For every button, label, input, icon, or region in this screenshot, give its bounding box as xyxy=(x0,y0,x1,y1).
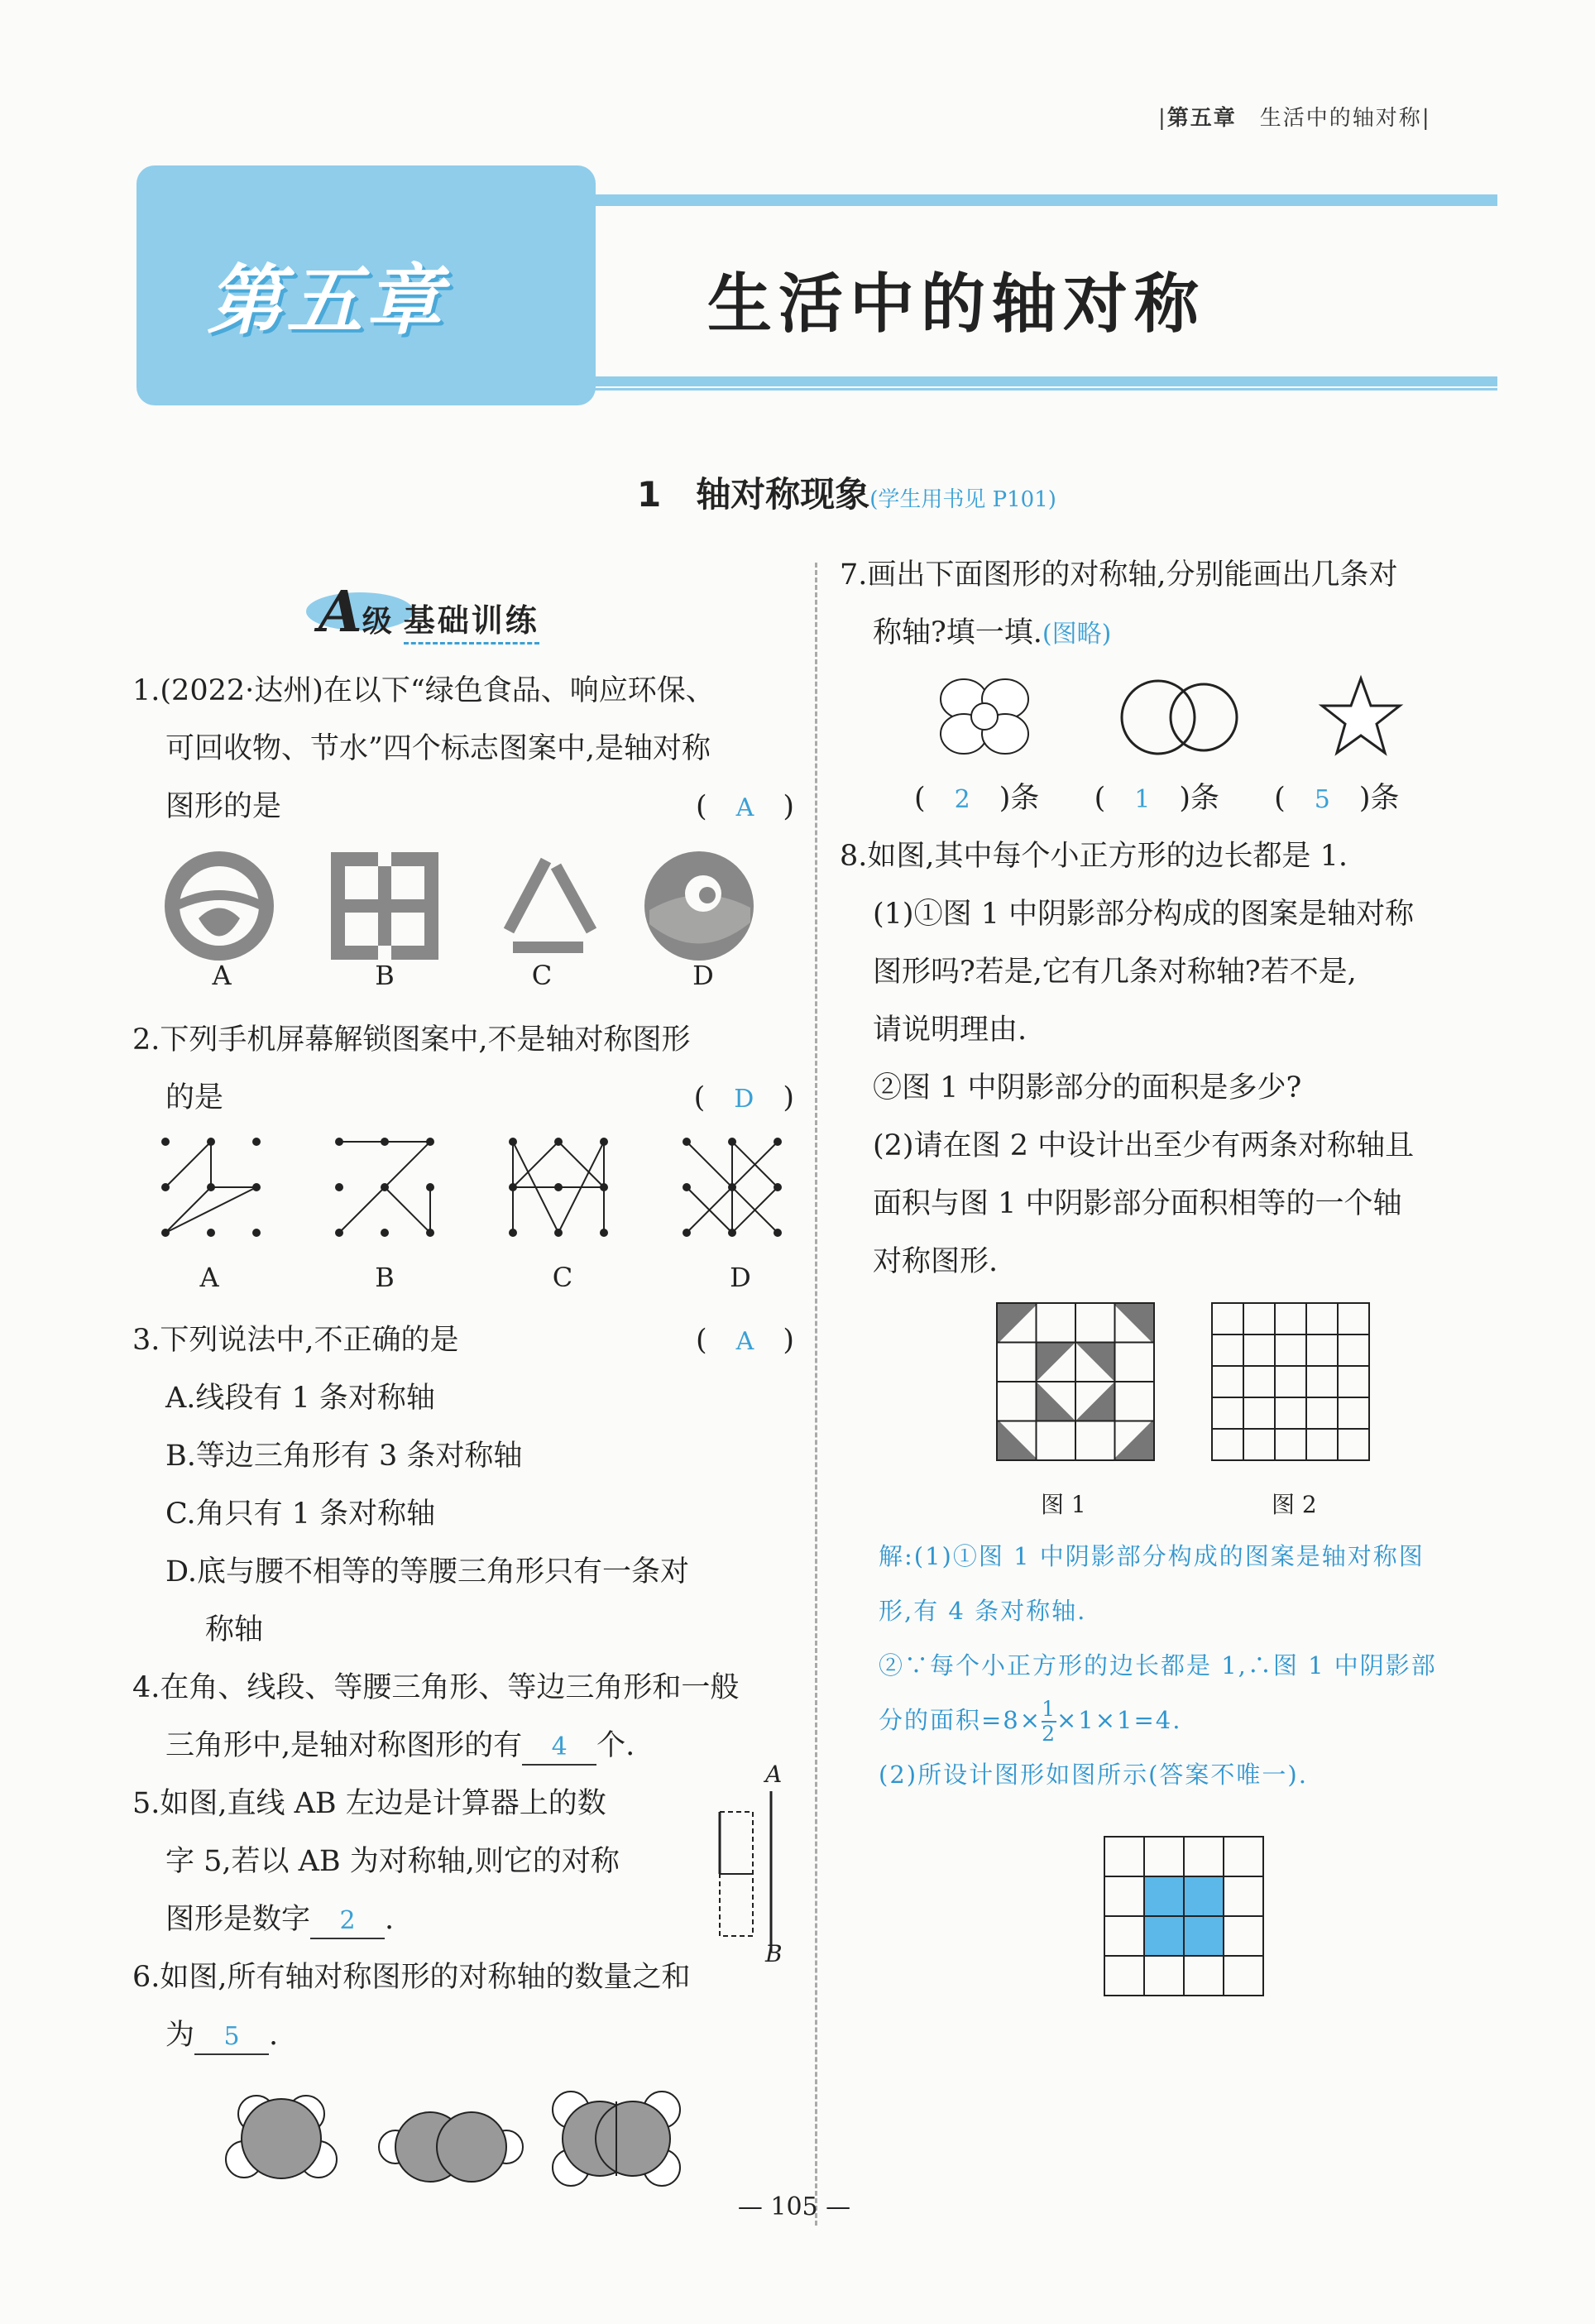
q5-label-a: A xyxy=(765,1761,783,1788)
q1-label-b: B xyxy=(375,960,395,991)
logo-a-icon xyxy=(165,851,274,961)
banner-bar-top xyxy=(542,194,1497,206)
question-2 xyxy=(132,1011,794,1127)
q2-label-c: C xyxy=(552,1262,573,1293)
question-5 xyxy=(132,1775,711,1948)
q7-note: (图略) xyxy=(1042,620,1112,649)
q6-answer: 5 xyxy=(194,2020,269,2055)
q3-answer: A xyxy=(735,1327,754,1356)
header-topic: 生活中的轴对称 xyxy=(1259,106,1422,131)
level-title: 基础训练 xyxy=(404,602,539,644)
q3-option-c: C.角只有 1 条对称轴 xyxy=(165,1497,436,1531)
q3-option-d-line1: D.底与腰不相等的等腰三角形只有一条对 xyxy=(165,1555,689,1588)
molecule-b-icon xyxy=(379,2112,523,2182)
q8-p1d: ②图 1 中阴影部分的面积是多少? xyxy=(873,1071,1302,1104)
q7-line2: 称轴?填一填. xyxy=(873,616,1042,649)
figure-2-label: 图 2 xyxy=(1272,1491,1317,1518)
q5-line1: 5.如图,直线 AB 左边是计算器上的数 xyxy=(132,1787,606,1820)
q1-line3: 图形的是 xyxy=(165,790,282,823)
page-number: — 105 — xyxy=(737,2192,851,2221)
q3-option-b: B.等边三角形有 3 条对称轴 xyxy=(165,1440,523,1473)
unlock-pattern-a-icon xyxy=(162,1138,260,1236)
q7-answer-2: 1 xyxy=(1134,785,1151,814)
q7-answer-1: 2 xyxy=(954,785,970,814)
section-title xyxy=(637,467,1056,517)
q7-unit-1: 条 xyxy=(1010,782,1040,815)
q4-line2a: 三角形中,是轴对称图形的有 xyxy=(165,1729,523,1762)
fraction-numerator: 1 xyxy=(1042,1697,1056,1721)
q3-answer-bracket: ( A ) xyxy=(696,1324,794,1357)
q3-option-a: A.线段有 1 条对称轴 xyxy=(165,1382,435,1415)
figure-1-grid xyxy=(997,1303,1154,1460)
solution-line4a: 分的面积=8× xyxy=(879,1706,1042,1734)
q7-answer-3: 5 xyxy=(1314,785,1330,814)
q8-p1c: 请说明理由. xyxy=(873,1013,1027,1047)
level-ji: 级 xyxy=(362,604,392,639)
question-4 xyxy=(132,1659,794,1775)
q7-answers: ( 2 )条 ( 1 )条 ( 5 )条 xyxy=(914,782,1400,815)
q3-option-d-line2: 称轴 xyxy=(205,1613,264,1646)
q1-label-c: C xyxy=(531,960,553,991)
q4-line2b: 个. xyxy=(596,1729,635,1762)
logo-d-icon xyxy=(644,851,754,961)
q5-line3b: . xyxy=(385,1903,395,1936)
question-1 xyxy=(132,662,794,836)
q2-label-a: A xyxy=(199,1262,219,1293)
q2-line2: 的是 xyxy=(165,1081,224,1114)
q8-p2b: 面积与图 1 中阴影部分面积相等的一个轴 xyxy=(873,1187,1402,1220)
q8-p2a: (2)请在图 2 中设计出至少有两条对称轴且 xyxy=(873,1129,1415,1162)
solution-line2: 形,有 4 条对称轴. xyxy=(879,1597,1087,1625)
flower-icon xyxy=(941,679,1028,754)
molecule-a-icon xyxy=(226,2096,337,2178)
figure-2-grid xyxy=(1212,1303,1369,1460)
q1-logos xyxy=(161,848,790,964)
figure-1-label: 图 1 xyxy=(1041,1491,1086,1518)
level-letter: A xyxy=(319,579,362,645)
solution-line4b: ×1×1=4. xyxy=(1056,1706,1182,1734)
solution-line1: 解:(1)①图 1 中阴影部分构成的图案是轴对称图 xyxy=(879,1542,1425,1570)
q6-molecule-figures xyxy=(232,2077,695,2192)
q7-figures xyxy=(935,674,1398,765)
question-6 xyxy=(132,1948,794,2064)
q1-label-d: D xyxy=(692,960,714,991)
chapter-tag: 第五章 xyxy=(207,256,446,345)
molecule-c-icon xyxy=(553,2092,680,2186)
q2-line1: 2.下列手机屏幕解锁图案中,不是轴对称图形 xyxy=(132,1023,691,1057)
q2-label-d: D xyxy=(730,1262,751,1293)
q4-line1: 4.在角、线段、等腰三角形、等边三角形和一般 xyxy=(132,1671,740,1704)
q2-label-b: B xyxy=(375,1262,395,1293)
chapter-title: 生活中的轴对称 xyxy=(707,267,1206,342)
q8-p1b: 图形吗?若是,它有几条对称轴?若不是, xyxy=(873,956,1357,989)
q1-answer: A xyxy=(735,793,754,822)
q8-p2c: 对称图形. xyxy=(873,1245,999,1278)
question-7 xyxy=(840,546,1502,664)
star-icon xyxy=(1322,678,1400,753)
q1-line2: 可回收物、节水”四个标志图案中,是轴对称 xyxy=(165,732,711,765)
column-divider xyxy=(815,563,817,2226)
q1-line1: 1.(2022·达州)在以下“绿色食品、响应环保、 xyxy=(132,674,715,707)
q5-answer: 2 xyxy=(310,1905,385,1939)
banner-bar-line xyxy=(542,388,1497,391)
q7-line1: 7.画出下面图形的对称轴,分别能画出几条对 xyxy=(840,558,1398,592)
q5-line3a: 图形是数字 xyxy=(165,1903,311,1936)
solution-fraction xyxy=(1042,1698,1056,1746)
fraction-denominator: 2 xyxy=(1042,1722,1056,1746)
q5-line2: 字 5,若以 AB 为对称轴,则它的对称 xyxy=(165,1845,620,1878)
solution-line5: (2)所设计图形如图所示(答案不唯一). xyxy=(879,1761,1308,1789)
unlock-pattern-c-icon xyxy=(510,1138,607,1236)
two-circles-icon xyxy=(1122,681,1237,754)
q2-unlock-patterns xyxy=(161,1138,790,1241)
level-heading xyxy=(319,579,539,645)
q2-answer-bracket: ( D ) xyxy=(693,1081,794,1114)
logo-b-icon xyxy=(331,848,438,964)
q8-p1a: (1)①图 1 中阴影部分构成的图案是轴对称 xyxy=(873,898,1415,931)
header-chapter: 第五章 xyxy=(1166,106,1237,131)
solution-line3: ②∵每个小正方形的边长都是 1,∴图 1 中阴影部 xyxy=(879,1651,1437,1680)
question-8 xyxy=(840,827,1502,1291)
unlock-pattern-b-icon xyxy=(336,1138,433,1236)
q7-unit-3: 条 xyxy=(1370,782,1400,815)
section-title-text: 1 轴对称现象 xyxy=(637,474,870,515)
unlock-pattern-d-icon xyxy=(683,1138,781,1236)
q1-label-a: A xyxy=(212,960,232,991)
q8-figures xyxy=(997,1303,1328,1469)
question-3 xyxy=(132,1311,794,1659)
q6-line2b: . xyxy=(269,2019,279,2052)
q5-label-b: B xyxy=(765,1940,783,1967)
solution-grid-figure xyxy=(1104,1837,1270,2002)
running-header: |第五章 生活中的轴对称| xyxy=(1158,106,1431,131)
q4-answer: 4 xyxy=(522,1731,596,1766)
q8-line1: 8.如图,其中每个小正方形的边长都是 1. xyxy=(840,840,1348,873)
solution xyxy=(879,1529,1507,1802)
q1-answer-bracket: ( A ) xyxy=(696,790,794,823)
q6-line1: 6.如图,所有轴对称图形的对称轴的数量之和 xyxy=(132,1961,691,1994)
banner-bar-bottom xyxy=(542,376,1497,386)
logo-c-recycle-icon xyxy=(509,860,592,947)
q2-answer: D xyxy=(734,1085,754,1114)
q6-line2a: 为 xyxy=(165,2019,195,2052)
q3-line1: 3.下列说法中,不正确的是 xyxy=(132,1324,459,1357)
section-ref: (学生用书见 P101) xyxy=(869,487,1056,512)
q7-unit-2: 条 xyxy=(1190,782,1219,815)
